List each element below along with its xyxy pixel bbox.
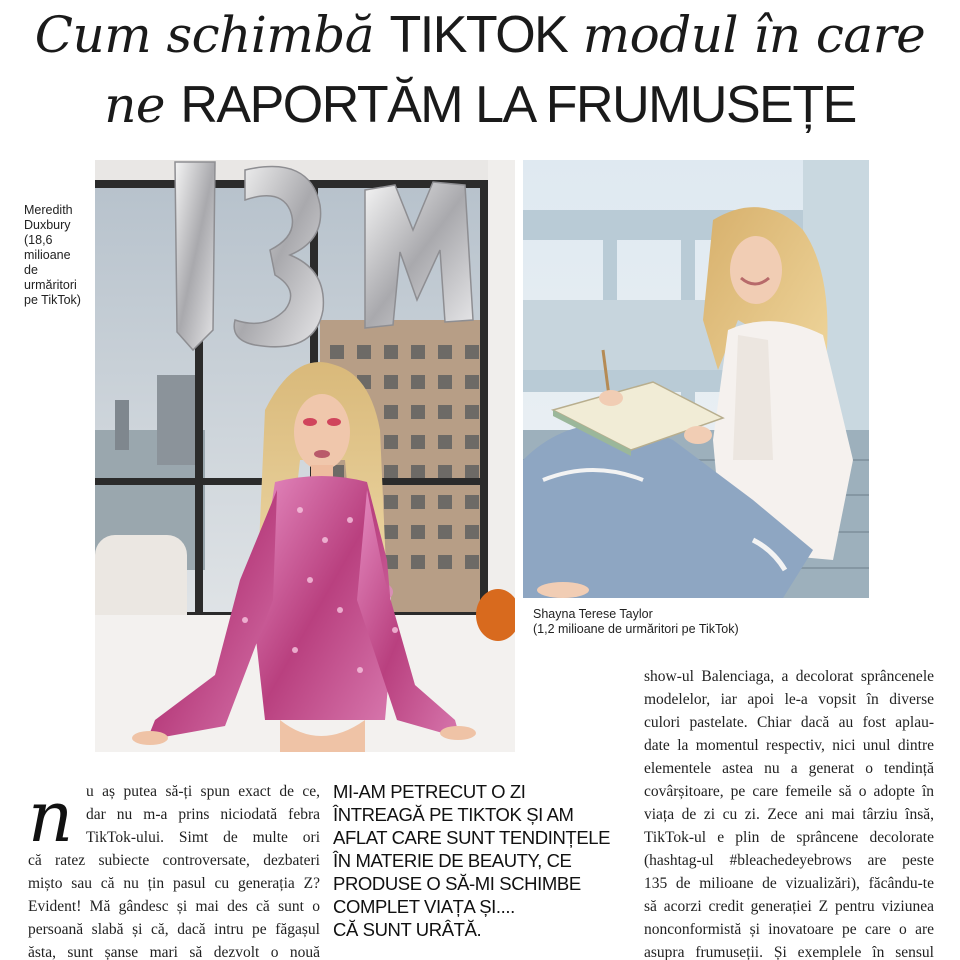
body-line: TikTok-ului. Simt de multe ori <box>86 829 320 846</box>
body-line: persoană slabă și că, dacă intru pe făgașul <box>28 921 320 938</box>
headline-line-2 <box>0 78 960 144</box>
caption-line: de urmăritori <box>24 263 77 292</box>
body-line: să acorzi credit generației Z pentru viziunea <box>644 898 934 915</box>
caption-line: Meredith <box>24 203 73 217</box>
headline-line-1 <box>0 8 960 74</box>
body-column-left <box>28 776 320 960</box>
body-line: viața de zi cu zi. Zece ani mai târziu însă, <box>644 806 934 823</box>
pull-quote-line: COMPLET VIAȚA ȘI.... <box>333 896 515 917</box>
body-line: dar nu m-a prins niciodată febra <box>86 806 320 823</box>
body-line: TikTok-ul e plin de sprâncene decolorate <box>644 829 934 846</box>
article-headline <box>0 8 960 144</box>
drop-cap: n <box>28 776 74 858</box>
headline-caps-part: RAPORTĂM LA FRUMUSEȚE <box>180 76 856 134</box>
photo-caption-left <box>24 203 94 308</box>
headline-caps-part: TIKTOK <box>389 6 568 64</box>
body-line: mișto sau că nu țin pasul cu generația Z? <box>28 875 320 892</box>
pull-quote-line: ÎN MATERIE DE BEAUTY, CE <box>333 850 572 871</box>
body-line: nonconformistă și inovatoare pe care o are <box>644 921 934 938</box>
body-line: Evident! Mă gândesc și mai des că sunt o <box>28 898 320 915</box>
body-column-right <box>644 665 934 960</box>
pull-quote-line: ÎNTREAGĂ PE TIKTOK ȘI AM <box>333 804 574 825</box>
pull-quote-line: CĂ SUNT URÂTĂ. <box>333 919 482 940</box>
headline-italic-part: ne <box>104 76 181 134</box>
body-line: că ratez subiecte controversate, dezbateri <box>28 852 320 869</box>
photo-illustration <box>523 160 869 598</box>
photo-shayna-terese-taylor <box>523 160 869 598</box>
pull-quote-line: MI-AM PETRECUT O ZI <box>333 781 526 802</box>
body-line: u aș putea să-ți spun exact de ce, <box>86 783 320 800</box>
headline-italic-part: modul în care <box>567 6 926 64</box>
pull-quote <box>333 780 633 941</box>
photo-meredith-duxbury <box>95 160 515 752</box>
pull-quote-line: AFLAT CARE SUNT TENDINȚELE <box>333 827 611 848</box>
body-line: 135 de milioane de vizualizări), făcându-te <box>644 875 934 892</box>
photo-caption-right <box>533 607 863 637</box>
caption-line: Shayna Terese Taylor <box>533 607 653 621</box>
caption-line: (1,2 milioane de urmăritori pe TikTok) <box>533 622 739 636</box>
body-line: asupra frumuseții. Și exemplele în sensul <box>644 944 934 960</box>
body-line: culori pastelate. Chiar dacă au fost aplau- <box>644 714 934 731</box>
pull-quote-line: PRODUSE O SĂ-MI SCHIMBE <box>333 873 581 894</box>
body-line: (hashtag-ul #bleachedeyebrows are peste <box>644 852 934 869</box>
body-line: date la momentul respectiv, nici unul dintre <box>644 737 934 754</box>
photo-illustration <box>95 160 515 752</box>
caption-line: Duxbury <box>24 218 71 232</box>
headline-italic-part: Cum schimbă <box>34 6 390 64</box>
body-line: elementele astea nu a generat o tendință <box>644 760 934 777</box>
caption-line: (18,6 milioane <box>24 233 71 262</box>
caption-line: pe TikTok) <box>24 293 81 307</box>
body-line: show-ul Balenciaga, a decolorat sprâncenele <box>644 668 934 685</box>
body-line: covârșitoare, pe care femeile să o adopte în <box>644 783 934 800</box>
body-line: modelelor, iar apoi le-a vopsit în diverse <box>644 691 934 708</box>
body-line: ăsta, sunt șanse mari să dezvolt o nouă <box>28 944 320 960</box>
